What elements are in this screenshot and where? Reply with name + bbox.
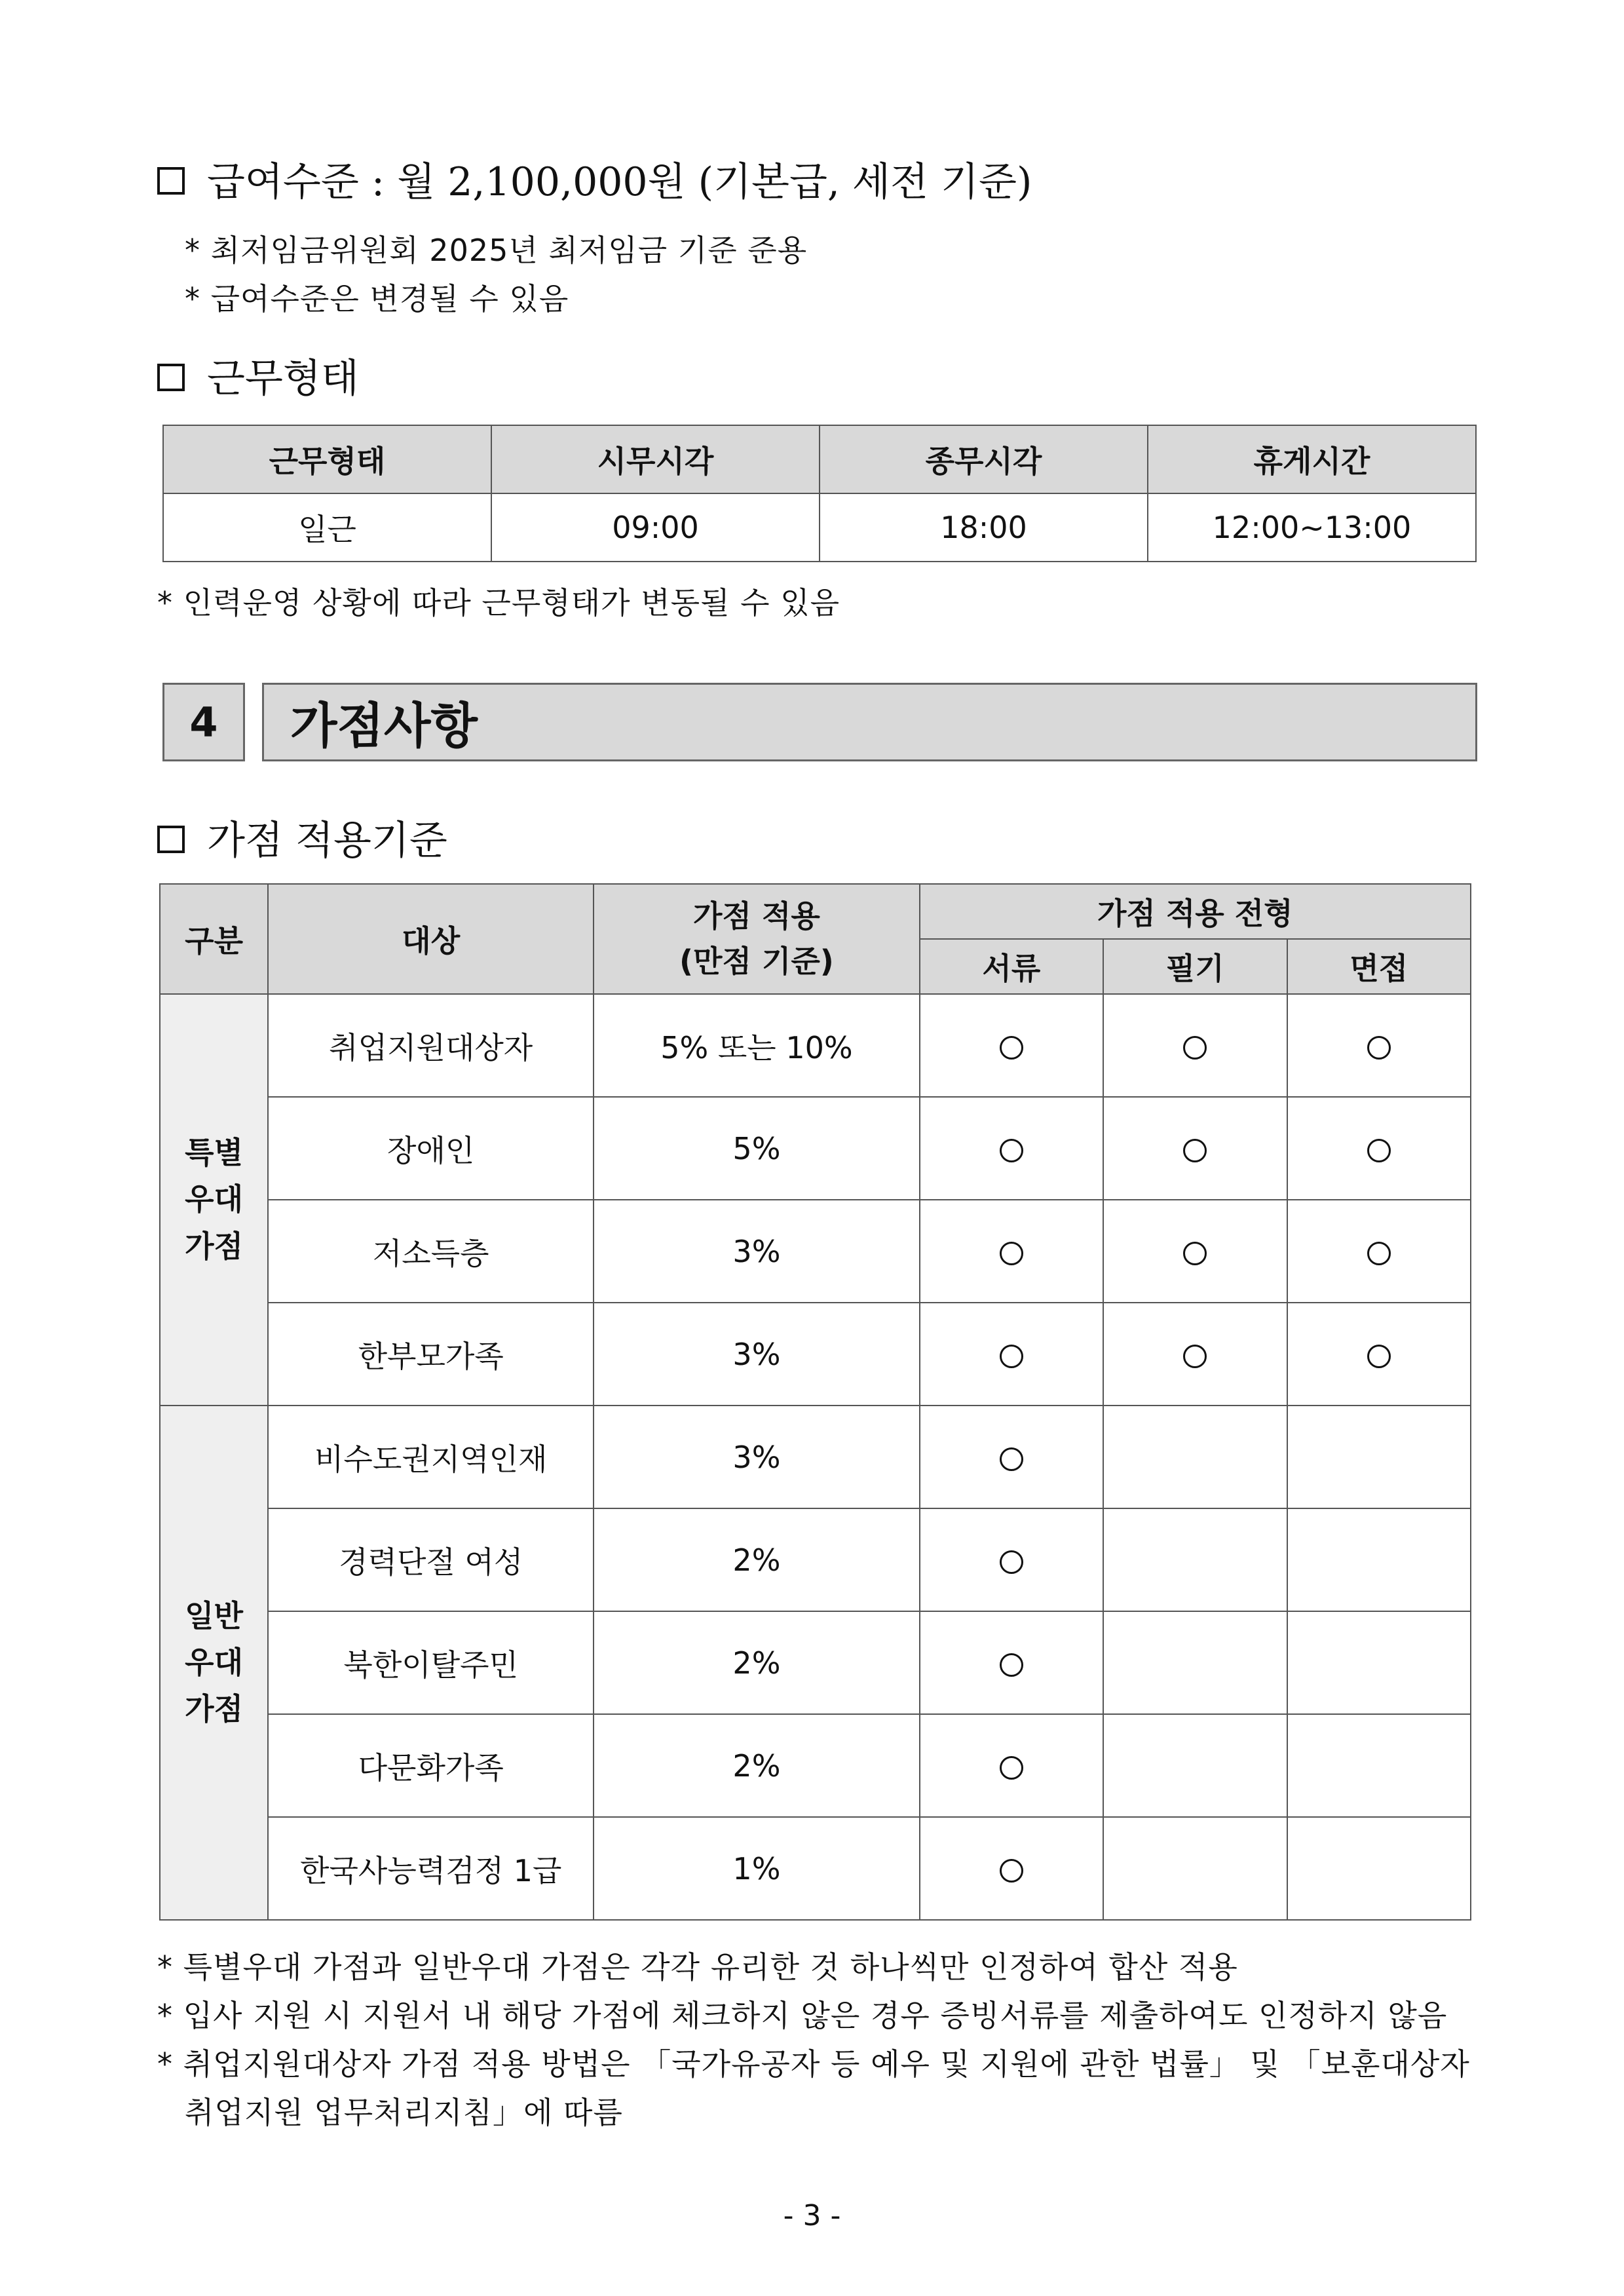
group-label-line: 특별 xyxy=(185,1135,244,1171)
work-note: * 인력운영 상황에 따라 근무형태가 변동될 수 있음 xyxy=(157,585,840,621)
group-label-line: 가점 xyxy=(185,1691,244,1727)
target-header: 대상 xyxy=(268,884,594,994)
table-row xyxy=(160,1303,1471,1406)
bonus-table xyxy=(159,883,1471,1921)
work-heading-row xyxy=(157,347,359,404)
work-heading: 근무형태 xyxy=(207,356,359,402)
work-header: 시무시각 xyxy=(491,425,820,493)
circle-mark-icon xyxy=(1183,1345,1207,1368)
circle-mark-icon xyxy=(1000,1653,1023,1677)
target-cell: 저소득층 xyxy=(268,1200,594,1303)
target-cell: 한부모가족 xyxy=(268,1303,594,1406)
group-label-general xyxy=(160,1406,268,1920)
mark-cell xyxy=(1103,1611,1287,1714)
mark-cell xyxy=(1103,1097,1287,1200)
bonus-heading-row xyxy=(157,809,447,866)
mark-cell xyxy=(1287,1508,1471,1611)
group-label-line: 일반 xyxy=(185,1598,244,1634)
circle-mark-icon xyxy=(1000,1859,1023,1883)
work-cell: 18:00 xyxy=(820,493,1148,562)
table-row xyxy=(160,1817,1471,1920)
points-cell: 2% xyxy=(594,1714,919,1817)
group-label-line: 우대 xyxy=(185,1181,244,1217)
work-header: 근무형태 xyxy=(163,425,491,493)
bonus-note: * 입사 지원 시 지원서 내 해당 가점에 체크하지 않은 경우 증빙서류를 제출하여도 인정하지 않음 xyxy=(157,1998,1448,2033)
points-cell: 5% 또는 10% xyxy=(594,994,919,1097)
mark-cell xyxy=(920,1817,1103,1920)
salary-heading-row xyxy=(157,151,1032,207)
table-row xyxy=(160,1714,1471,1817)
work-cell: 12:00~13:00 xyxy=(1148,493,1476,562)
work-cell: 일근 xyxy=(163,493,491,562)
stage-group-header: 가점 적용 전형 xyxy=(920,884,1471,939)
salary-note: * 최저임금위원회 2025년 최저임금 기준 준용 xyxy=(185,233,808,268)
circle-mark-icon xyxy=(1183,1242,1207,1265)
mark-cell xyxy=(1103,994,1287,1097)
target-cell: 북한이탈주민 xyxy=(268,1611,594,1714)
group-label-line: 가점 xyxy=(185,1228,244,1264)
mark-cell xyxy=(920,994,1103,1097)
mark-cell xyxy=(1287,994,1471,1097)
mark-cell xyxy=(1103,1508,1287,1611)
mark-cell xyxy=(1287,1817,1471,1920)
mark-cell xyxy=(920,1611,1103,1714)
category-header: 구분 xyxy=(160,884,268,994)
table-row xyxy=(160,1200,1471,1303)
checkbox-square-icon xyxy=(157,167,185,195)
target-cell: 경력단절 여성 xyxy=(268,1508,594,1611)
target-cell: 장애인 xyxy=(268,1097,594,1200)
mark-cell xyxy=(1103,1817,1287,1920)
bonus-heading: 가점 적용기준 xyxy=(207,818,447,864)
mark-cell xyxy=(920,1200,1103,1303)
group-label-special xyxy=(160,994,268,1406)
circle-mark-icon xyxy=(1000,1036,1023,1060)
mark-cell xyxy=(1103,1303,1287,1406)
table-row xyxy=(160,1406,1471,1508)
circle-mark-icon xyxy=(1000,1345,1023,1368)
mark-cell xyxy=(1103,1406,1287,1508)
checkbox-square-icon xyxy=(157,364,185,391)
mark-cell xyxy=(920,1508,1103,1611)
table-row xyxy=(160,1611,1471,1714)
bonus-note: 취업지원 업무처리지침」에 따름 xyxy=(185,2095,623,2130)
circle-mark-icon xyxy=(1000,1242,1023,1265)
table-row xyxy=(160,1097,1471,1200)
stage-header: 서류 xyxy=(920,939,1103,994)
table-row xyxy=(160,994,1471,1097)
salary-note: * 급여수준은 변경될 수 있음 xyxy=(185,281,569,316)
apply-header-line: (만점 기준) xyxy=(679,944,834,979)
apply-header xyxy=(594,884,919,994)
work-table xyxy=(162,425,1477,562)
group-label-line: 우대 xyxy=(185,1644,244,1680)
circle-mark-icon xyxy=(1367,1242,1391,1265)
points-cell: 5% xyxy=(594,1097,919,1200)
mark-cell xyxy=(1287,1406,1471,1508)
circle-mark-icon xyxy=(1183,1036,1207,1060)
mark-cell xyxy=(920,1097,1103,1200)
circle-mark-icon xyxy=(1000,1756,1023,1780)
points-cell: 2% xyxy=(594,1508,919,1611)
mark-cell xyxy=(1287,1714,1471,1817)
points-cell: 2% xyxy=(594,1611,919,1714)
points-cell: 3% xyxy=(594,1303,919,1406)
circle-mark-icon xyxy=(1000,1447,1023,1471)
points-cell: 3% xyxy=(594,1200,919,1303)
stage-header: 면접 xyxy=(1287,939,1471,994)
stage-header: 필기 xyxy=(1103,939,1287,994)
mark-cell xyxy=(1287,1611,1471,1714)
circle-mark-icon xyxy=(1367,1036,1391,1060)
circle-mark-icon xyxy=(1183,1139,1207,1162)
apply-header-line: 가점 적용 xyxy=(693,898,820,934)
target-cell: 취업지원대상자 xyxy=(268,994,594,1097)
work-cell: 09:00 xyxy=(491,493,820,562)
circle-mark-icon xyxy=(1000,1139,1023,1162)
bonus-note: * 취업지원대상자 가점 적용 방법은 「국가유공자 등 예우 및 지원에 관한 법률」 및 「보훈대상자 xyxy=(157,2046,1470,2082)
checkbox-square-icon xyxy=(157,826,185,853)
section-number: 4 xyxy=(162,683,245,761)
mark-cell xyxy=(1287,1200,1471,1303)
table-row xyxy=(160,1508,1471,1611)
mark-cell xyxy=(1287,1097,1471,1200)
target-cell: 다문화가족 xyxy=(268,1714,594,1817)
mark-cell xyxy=(920,1714,1103,1817)
mark-cell xyxy=(1103,1200,1287,1303)
mark-cell xyxy=(1103,1714,1287,1817)
section-title: 가점사항 xyxy=(262,683,1477,761)
mark-cell xyxy=(1287,1303,1471,1406)
target-cell: 한국사능력검정 1급 xyxy=(268,1817,594,1920)
work-header: 종무시각 xyxy=(820,425,1148,493)
mark-cell xyxy=(920,1406,1103,1508)
circle-mark-icon xyxy=(1367,1345,1391,1368)
target-cell: 비수도권지역인재 xyxy=(268,1406,594,1508)
salary-heading: 급여수준 : 월 2,100,000원 (기본급, 세전 기준) xyxy=(207,159,1032,205)
work-header: 휴게시간 xyxy=(1148,425,1476,493)
page-number: - 3 - xyxy=(783,2199,841,2232)
circle-mark-icon xyxy=(1000,1550,1023,1574)
points-cell: 3% xyxy=(594,1406,919,1508)
circle-mark-icon xyxy=(1367,1139,1391,1162)
points-cell: 1% xyxy=(594,1817,919,1920)
bonus-note: * 특별우대 가점과 일반우대 가점은 각각 유리한 것 하나씩만 인정하여 합산 적용 xyxy=(157,1949,1238,1985)
mark-cell xyxy=(920,1303,1103,1406)
